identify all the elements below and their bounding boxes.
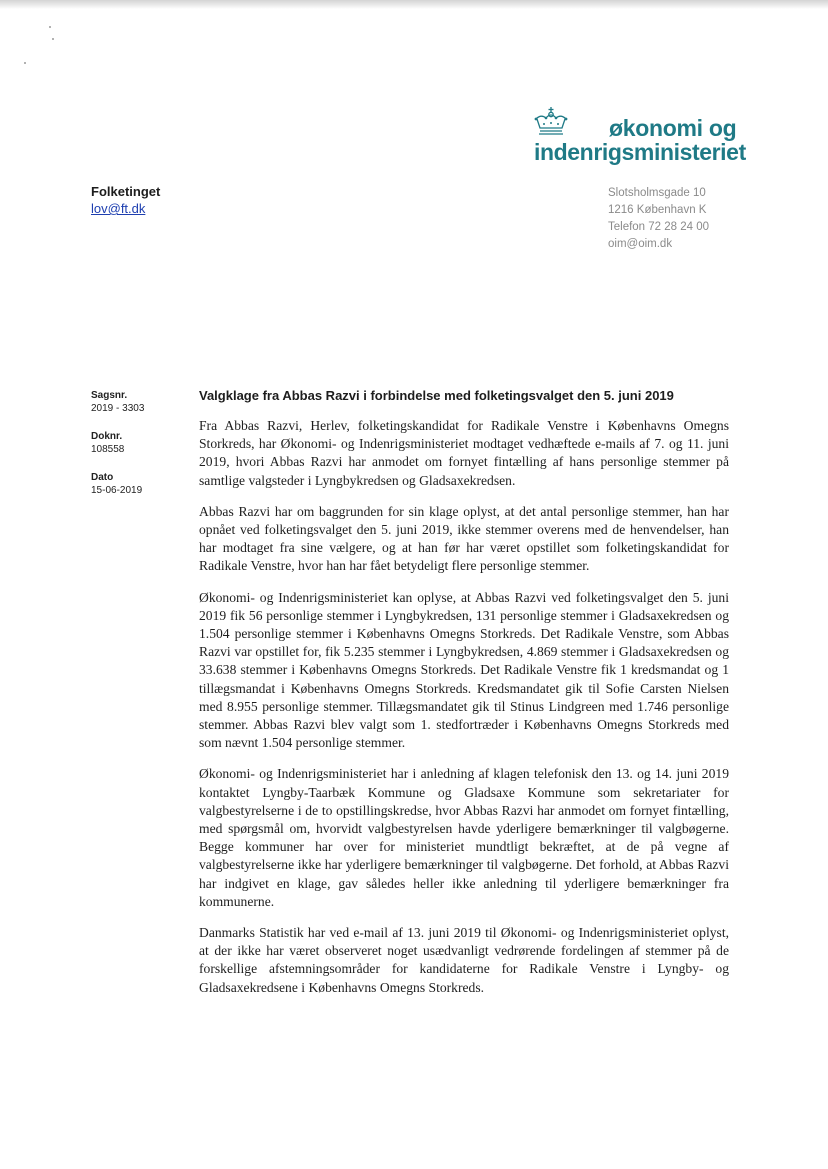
address-line: Slotsholmsgade 10: [608, 187, 706, 199]
address-line: Telefon 72 28 24 00: [608, 221, 710, 233]
logo-text-line1: økonomi og: [609, 115, 737, 141]
case-number-label: Sagsnr.: [91, 390, 128, 401]
document-date: [91, 471, 144, 497]
scan-speck: [49, 26, 51, 28]
ministry-logo: [533, 106, 746, 165]
case-number-value: 2019 - 3303: [91, 403, 145, 414]
recipient-block: [91, 183, 160, 217]
scan-speck: [52, 38, 54, 40]
date-label: Dato: [91, 472, 114, 483]
document-number: [91, 430, 144, 456]
recipient-name: Folketinget: [91, 184, 161, 199]
body-paragraph: Økonomi- og Indenrigsministeriet kan oplyse, at Abbas Razvi ved folketingsvalget den 5. juni 2019 fik 56 personlige stemmer i Lyngbykredsen, 131 personlige stemmer i Gladsaxekredsen og 1.504 personlige stemmer i Københavns Omegns Storkreds. Det Radikale Venstre, som Abbas Razvi var opstillet for, fik 5.235 stemmer i Lyngbykredsen, 4.869 stemmer i Gladsaxekredsen og 33.638 stemmer i Københavns Omegns Storkreds. Det Radikale Venstre fik 1 kredsmandat og 1 tillægsmandat i Københavns Omegns Storkreds. Kredsmandatet gik til Sofie Carsten Nielsen med 8.955 personlige stemmer. Tillægsmandatet gik til Stinus Lindgreen med 1.746 personlige stemmer. Abbas Razvi blev valgt som 1. stedfortræder i Københavns Omegns Storkreds med som nævnt 1.504 personlige stemmer.: [199, 589, 729, 751]
recipient-email-link[interactable]: lov@ft.dk: [91, 201, 146, 216]
logo-text-line2: indenrigsministeriet: [534, 139, 746, 165]
scan-top-edge: [0, 0, 828, 9]
scan-speck: [24, 62, 26, 64]
address-email: oim@oim.dk: [608, 238, 673, 250]
body-paragraph: Økonomi- og Indenrigsministeriet har i anledning af klagen telefonisk den 13. og 14. juni 2019 kontaktet Lyngby-Taarbæk Kommune og Gladsaxe Kommune som sekretariater for valgbestyrelserne i de to opstillingskredse, hvor Abbas Razvi har anmodet om fornyet fintælling, med spørgsmål om, hvorvidt valgbestyrelsen havde yderligere bemærkninger til valgbøgerne. Begge kommuner har over for ministeriet mundtligt bekræftet, at de på vegne af valgbestyrelserne ikke har yderligere bemærkninger til valgbøgerne. Det forhold, at Abbas Razvi har indgivet en klage, gav således heller ikke anledning til yderligere bemærkninger fra kommunerne.: [199, 766, 729, 909]
document-number-value: 108558: [91, 444, 125, 455]
document-number-label: Doknr.: [91, 431, 123, 442]
body-paragraph: Danmarks Statistik har ved e-mail af 13. juni 2019 til Økonomi- og Indenrigsministeriet oplyst, at der ikke har været observeret noget usædvanligt vedrørende fordelingen af stemmer på de forskellige afstemningsområder for kandidaterne for Radikale Venstre i Lyngby- og Gladsaxekredsene i Københavns Omegns Storkreds.: [199, 925, 729, 995]
address-line: 1216 København K: [608, 204, 707, 216]
case-number: [91, 389, 144, 415]
letter-body: [199, 417, 729, 1010]
date-value: 15-06-2019: [91, 485, 143, 496]
letter-subject: Valgklage fra Abbas Razvi i forbindelse med folketingsvalget den 5. juni 2019: [199, 388, 674, 403]
body-paragraph: Fra Abbas Razvi, Herlev, folketingskandidat for Radikale Venstre i Københavns Omegns Storkreds, har Økonomi- og Indenrigsministeriet modtaget vedhæftede e-mails af 7. og 11. juni 2019, hvori Abbas Razvi har anmodet om fornyet fintælling af hans personlige stemmer på samtlige valgsteder i Lyngbykredsen og Gladsaxekredsen.: [199, 418, 729, 488]
body-paragraph: Abbas Razvi har om baggrunden for sin klage oplyst, at det antal personlige stemmer, han har opnået ved folketingsvalget den 5. juni 2019, ikke stemmer overens med de henvendelser, han har modtaget fra sine vælgere, og at han før har været opstillet som folketingskandidat for Radikale Venstre, hvor han har fået betydeligt flere personlige stemmer.: [199, 503, 729, 574]
document-meta: [91, 389, 144, 512]
crown-icon: [533, 106, 569, 136]
sender-address: [608, 185, 709, 253]
